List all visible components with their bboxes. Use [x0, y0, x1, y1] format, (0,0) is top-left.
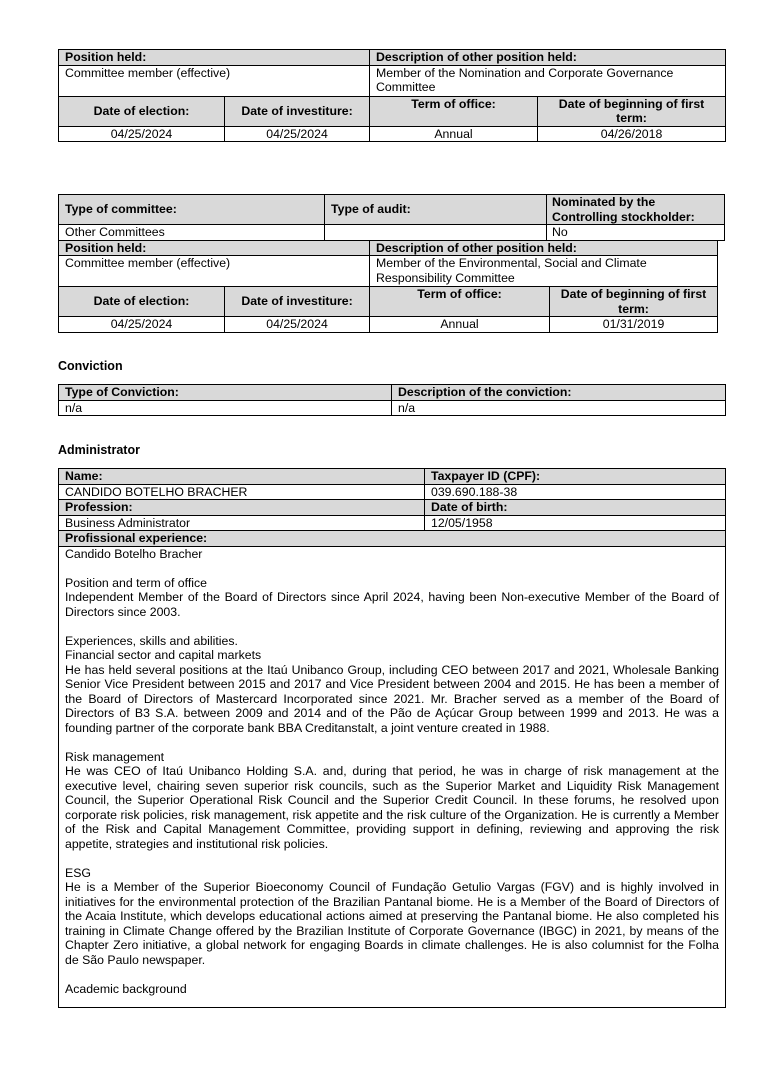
- date-investiture-label: Date of investiture:: [225, 96, 370, 126]
- bio-skills-heading: Experiences, skills and abilities.: [65, 633, 238, 648]
- description-value-2: Member of the Environmental, Social and Climate Responsibility Committee: [370, 256, 718, 287]
- bio-esg-heading: ESG: [65, 865, 91, 880]
- description-label: Description of other position held:: [370, 50, 726, 66]
- date-investiture-value: 04/25/2024: [225, 126, 370, 142]
- bio-position-heading: Position and term of office: [65, 575, 207, 590]
- position-held-value-2: Committee member (effective): [59, 256, 370, 287]
- term-value: Annual: [370, 126, 538, 142]
- bio-position-text: Independent Member of the Board of Directors since April 2024, having been Non-executive Member of the Board of Directors since 2003.: [65, 590, 719, 619]
- first-term-label: Date of beginning of first term:: [538, 96, 726, 126]
- position-held-label-2: Position held:: [59, 240, 370, 256]
- description-label-2: Description of other position held:: [370, 240, 718, 256]
- conviction-title: Conviction: [58, 359, 123, 373]
- committee-table-1: [58, 49, 726, 142]
- bio-risk-heading: Risk management: [65, 749, 165, 764]
- term-value-2: Annual: [370, 317, 550, 333]
- first-term-value-2: 01/31/2019: [550, 317, 718, 333]
- description-value: Member of the Nomination and Corporate Governance Committee: [370, 65, 726, 96]
- conviction-type-label: Type of Conviction:: [59, 385, 392, 401]
- name-label: Name:: [59, 469, 425, 485]
- name-value: CANDIDO BOTELHO BRACHER: [59, 484, 425, 500]
- administrator-title: Administrator: [58, 443, 140, 457]
- experience-label: Profissional experience:: [59, 531, 726, 547]
- nominated-value: [546, 224, 725, 241]
- position-held-label: Position held:: [59, 50, 370, 66]
- profession-value: Business Administrator: [59, 515, 425, 531]
- position-held-value: Committee member (effective): [59, 65, 370, 96]
- bio-financial-heading: Financial sector and capital markets: [65, 648, 262, 662]
- experience-text: [59, 546, 726, 1007]
- cpf-value: 039.690.188-38: [425, 484, 726, 500]
- conviction-type-value: n/a: [59, 400, 392, 416]
- profession-label: Profession:: [59, 500, 425, 516]
- date-investiture-value-2: 04/25/2024: [225, 317, 370, 333]
- birth-value: 12/05/1958: [425, 515, 726, 531]
- bio-risk-text: He was CEO of Itaú Unibanco Holding S.A. and, during that period, he was in charge of risk management at the executive level, chairing seven superior risk councils, such as the Superior Market and Liquidity Risk Management Council, the Superior Operational Risk Council and the Superior Credit Council. In these forums, he resolved upon corporate risk policies, risk management, risk appetite and the risk culture of the Organization. He is currently a Member of the Risk and Capital Management Committee, providing support in defining, reviewing and approving the risk appetite, strategies and institutional risk policies.: [65, 764, 719, 851]
- nominated-label: [546, 194, 725, 225]
- cpf-label: Taxpayer ID (CPF):: [425, 469, 726, 485]
- date-election-label: Date of election:: [59, 96, 225, 126]
- bio-esg-text: He is a Member of the Superior Bioeconomy Council of Fundação Getulio Vargas (FGV) and is highly involved in initiatives for the environmental protection of the Brazilian Pantanal biome. He is a Member of the Board of Directors of the Acaia Institute, which develops educational actions aimed at preserving the Pantanal biome. He also completed his training in Climate Change offered by the Brazilian Institute of Corporate Governance (IBGC) in 2021, by means of the Chapter Zero initiative, a global network for engaging Boards in climate challenges. He is also columnist for the Folha de São Paulo newspaper.: [65, 880, 719, 967]
- administrator-table: [58, 468, 726, 1008]
- first-term-value: 04/26/2018: [538, 126, 726, 142]
- birth-label: Date of birth:: [425, 500, 726, 516]
- date-election-value-2: 04/25/2024: [59, 317, 225, 333]
- term-label: Term of office:: [370, 96, 538, 126]
- bio-financial-text: He has held several positions at the Itaú Unibanco Group, including CEO between 2017 and 2021, Wholesale Banking Senior Vice President between 2015 and 2017 and Vice President between 2004 and 2015. He has been a member of the Board of Directors of Mastercard Incorporated since 2021. Mr. Bracher served as a member of the Board of Directors of B3 S.A. between 2009 and 2014 and of the Pão de Açúcar Group between 1999 and 2013. He was a founding partner of the corporate bank BBA Creditanstalt, a joint venture created in 1988.: [65, 662, 719, 735]
- nominated-label-text: Nominated by the Controlling stockholder:: [552, 195, 695, 224]
- conviction-table: [58, 384, 726, 416]
- date-investiture-label-2: Date of investiture:: [225, 287, 370, 317]
- date-election-value: 04/25/2024: [59, 126, 225, 142]
- nominated-value-text: No: [552, 225, 568, 239]
- audit-type-label-text: Type of audit:: [331, 202, 411, 217]
- conviction-description-label: Description of the conviction:: [392, 385, 726, 401]
- committee-type-label: Type of committee:: [59, 195, 325, 225]
- term-label-2: Term of office:: [370, 287, 550, 317]
- bio-academic-heading: Academic background: [65, 981, 187, 996]
- bio-name-line: Candido Botelho Bracher: [65, 546, 203, 561]
- first-term-label-2: Date of beginning of first term:: [550, 287, 718, 317]
- date-election-label-2: Date of election:: [59, 287, 225, 317]
- committee-type-value: Other Committees: [59, 225, 325, 241]
- conviction-description-value: n/a: [392, 400, 726, 416]
